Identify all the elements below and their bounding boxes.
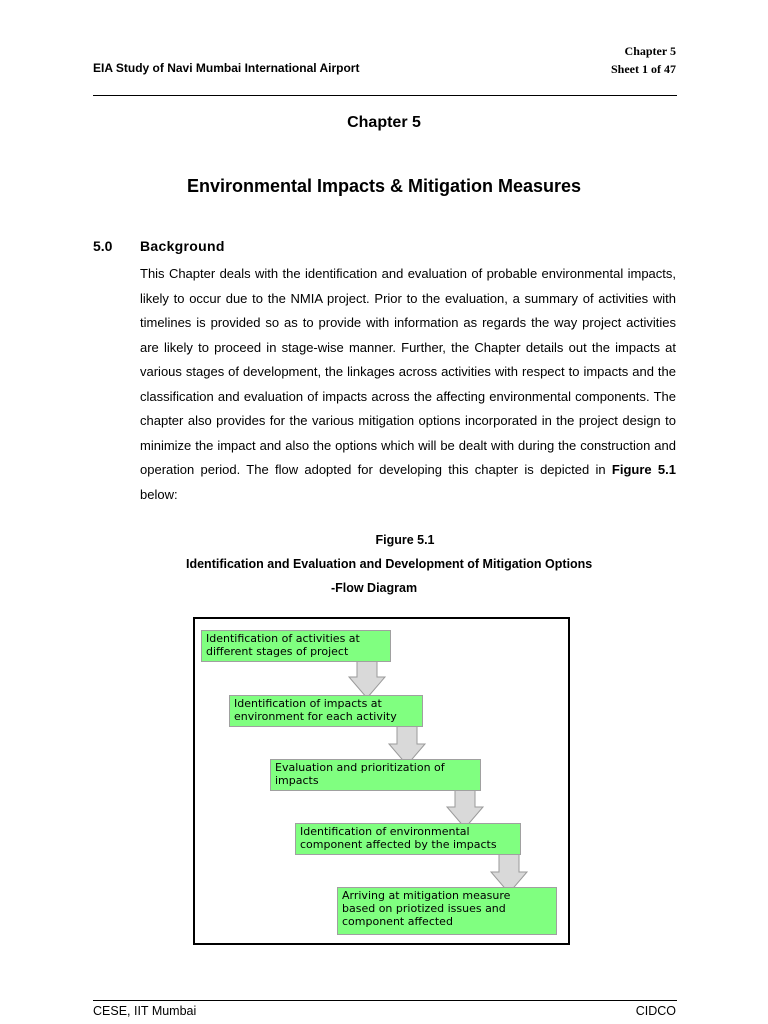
flow-step-4-line2: component affected by the impacts [300,838,497,851]
footer-rule [93,1000,677,1001]
figure-reference: Figure 5.1 [611,462,676,477]
flow-step-1-line2: different stages of project [206,645,349,658]
paragraph-text: This Chapter deals with the identification and evaluation of probable environmental impacts, likely to occur due to the NMIA project. Prior to the evaluation, a summary of activities with timelines is provided so as to provide with information as regards the way project activities are likely to proceed in stage-wise manner. Further, the Chapter details out the impacts at various stages of development, the linkages across activities with respect to impacts and the classification and evaluation of impacts across the affecting environmental components. The chapter also provides for the various mitigation options incorporated in the project design to minimize the impact and also the options which will be dealt with during the construction and operation period. The flow adopted for developing this chapter is depicted in [140,266,676,477]
flow-step-5-line3: component affected [342,915,453,928]
flow-step-3 [270,759,481,791]
flow-step-5-line2: based on priotized issues and [342,902,506,915]
background-paragraph [140,262,676,507]
flow-step-5 [337,887,557,935]
down-arrow-icon [347,657,387,699]
flow-step-2 [229,695,423,727]
flow-step-2-line1: Identification of impacts at [234,697,382,710]
footer-client: CIDCO [635,1004,676,1018]
header-sheet-number: Sheet 1 of 47 [611,62,676,76]
flow-step-2-line2: environment for each activity [234,710,397,723]
page-title: Environmental Impacts & Mitigation Measures [186,176,582,196]
header-document-title: EIA Study of Navi Mumbai International Airport [93,61,360,75]
paragraph-end: below: [140,486,178,502]
chapter-label: Chapter 5 [347,114,421,131]
header-rule [93,95,677,96]
flow-step-1 [201,630,391,662]
flow-step-4-line1: Identification of environmental [300,825,470,838]
flow-step-4 [295,823,521,855]
section-number: 5.0 [93,238,113,254]
figure-label: Figure 5.1 [375,533,435,547]
flow-step-5-line1: Arriving at mitigation measure [342,889,511,902]
figure-caption: Identification and Evaluation and Development of Mitigation Options [186,557,593,571]
header-chapter: Chapter 5 [624,44,676,58]
figure-subcaption: -Flow Diagram [330,581,418,595]
flow-diagram [193,617,570,945]
flow-step-1-line1: Identification of activities at [206,632,360,645]
flow-step-3-line2: impacts [275,774,319,787]
footer-organization: CESE, IIT Mumbai [93,1004,197,1018]
flow-step-3-line1: Evaluation and prioritization of [275,761,445,774]
section-title: Background [140,238,225,254]
